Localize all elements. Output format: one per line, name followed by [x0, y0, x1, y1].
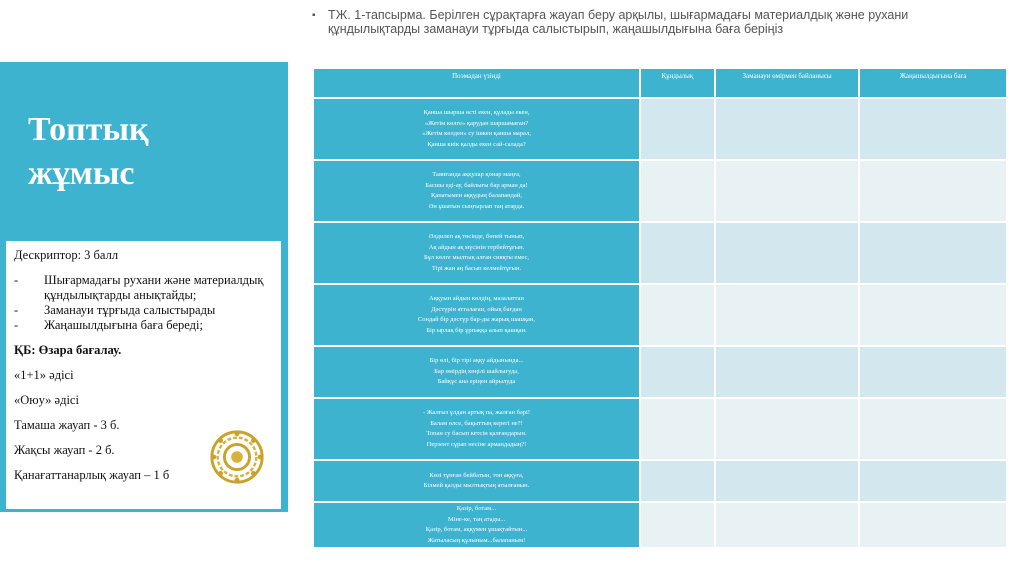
table-row — [313, 460, 1007, 502]
table-row — [313, 346, 1007, 398]
poem-excerpt-cell — [313, 284, 640, 346]
value-cell[interactable] — [640, 284, 715, 346]
poem-line: Бар өмірдің көңілі шайлығуда, — [434, 367, 519, 375]
poem-line: Ән ұшатын сыңғырлап таң атарда. — [428, 202, 525, 210]
poem-line: Перзент сұрап несіне армандадың?! — [426, 440, 527, 448]
kb-label: ҚБ: Өзара бағалау. — [14, 343, 122, 357]
task-text: ТЖ. 1-тапсырма. Берілген сұрақтарға жауап беру арқылы, шығармадағы материалдық және рухани құндылықтарды заманауи тұрғыда салыстырып, жаңашылдығына баға беріңіз — [328, 8, 909, 36]
criterion-text: Шығармадағы рухани және материалдық құндылықтарды анықтайды; — [44, 273, 264, 302]
poem-line: Қазір, ботам... — [456, 505, 497, 512]
poem-line: Жатыласың құлыным...балапаным! — [427, 536, 526, 544]
novelty-cell[interactable] — [859, 98, 1007, 160]
novelty-cell[interactable] — [859, 346, 1007, 398]
modern-link-cell[interactable] — [715, 460, 860, 502]
poem-line: - Жалғыз ұлдан артық па, жалған бәрі! — [422, 409, 530, 416]
novelty-cell[interactable] — [859, 502, 1007, 548]
criterion-dash: - — [14, 273, 19, 287]
table-row — [313, 398, 1007, 460]
criterion-item — [14, 318, 273, 333]
poem-line: Білмей қалды мылтықтың атылғанын. — [423, 482, 530, 489]
poem-line: Байқұс ана еріңен айрылуда — [437, 378, 516, 386]
value-cell[interactable] — [640, 398, 715, 460]
task-description — [312, 8, 952, 36]
table-row — [313, 502, 1007, 548]
score-good: Жақсы жауап - 2 б. — [14, 443, 115, 457]
poem-line: «Жетім көлге» қарудан шаршамаған? — [424, 119, 529, 127]
title-line-1: Топтық — [28, 111, 149, 148]
bullet-icon: ▪ — [312, 10, 316, 21]
poem-line: Қазір, ботам, аққумен ұшақтайтын... — [425, 526, 528, 533]
novelty-cell[interactable] — [859, 160, 1007, 222]
header-excerpt: Поэмадан үзінді — [313, 68, 640, 98]
criterion-dash: - — [14, 303, 19, 317]
poem-line: Сондай бір дәстүр бар-ды жарық шашқан, — [417, 316, 536, 323]
poem-excerpt-cell — [313, 222, 640, 284]
poem-line: Көзі тұнған бейбатын, топ аққуға, — [429, 471, 524, 479]
poem-line: Топан су басып кетсін қалғандарын. — [426, 430, 527, 437]
poem-line: Таянғанда аққулар қонар маңға, — [432, 171, 521, 178]
table-row — [313, 98, 1007, 160]
poem-line: Ақ айдын ақ мүсінін тербейтұғын. — [428, 243, 525, 251]
modern-link-cell[interactable] — [715, 284, 860, 346]
modern-link-cell[interactable] — [715, 398, 860, 460]
poem-line: Дәстүрін атталаған, ойық бағдан — [431, 305, 522, 313]
gold-ornament-icon — [208, 428, 266, 486]
novelty-cell[interactable] — [859, 222, 1007, 284]
table-row — [313, 222, 1007, 284]
header-novelty: Жаңашылдығына баға — [859, 68, 1007, 98]
poem-excerpt-cell — [313, 502, 640, 548]
poem-line: Бұл көлге мылтық алған сияқты емес, — [423, 254, 529, 261]
criterion-text: Заманауи тұрғыда салыстырады — [44, 303, 216, 317]
poem-excerpt-cell — [313, 460, 640, 502]
table-row — [313, 160, 1007, 222]
poem-line: Бір өлі, бір тірі аққу айдынында... — [429, 357, 524, 365]
descriptor-heading: Дескриптор: 3 балл — [14, 248, 119, 262]
table-header-row — [313, 68, 1007, 98]
slide-title — [28, 108, 268, 196]
poem-line: Бір ырлақ бір ұрпаққа алып қашқан. — [426, 326, 527, 334]
modern-link-cell[interactable] — [715, 346, 860, 398]
poem-excerpt-cell — [313, 346, 640, 398]
score-satisfactory: Қанағаттанарлық жауап – 1 б — [14, 468, 170, 482]
poem-excerpt-cell — [313, 160, 640, 222]
value-cell[interactable] — [640, 460, 715, 502]
value-cell[interactable] — [640, 160, 715, 222]
criterion-item — [14, 273, 273, 303]
header-modern-link: Заманауи өмірмен байланысы — [715, 68, 860, 98]
title-line-2: жұмыс — [28, 155, 135, 192]
poem-line: Қанатымен аққудың балапандай, — [430, 192, 522, 199]
novelty-cell[interactable] — [859, 284, 1007, 346]
poem-line: «Жетім көлден» су ішкен қанша марал, — [422, 130, 531, 137]
method-two: «Оюу» әдісі — [14, 393, 79, 407]
score-excellent: Тамаша жауап - 3 б. — [14, 418, 120, 432]
modern-link-cell[interactable] — [715, 502, 860, 548]
novelty-cell[interactable] — [859, 460, 1007, 502]
modern-link-cell[interactable] — [715, 98, 860, 160]
poem-line: Аққуын айдын көлдің, мазалаттан — [429, 295, 524, 302]
poem-line: Қанша киік қалды екен сай-салада? — [427, 140, 526, 148]
modern-link-cell[interactable] — [715, 222, 860, 284]
header-value: Құндылық — [640, 68, 715, 98]
criterion-text: Жаңашылдығына баға береді; — [44, 318, 203, 332]
poem-line: Басшы еді-ау, байлығы бар арман да! — [425, 181, 528, 189]
poem-line: Тірі жан аң басып келмейтұғын. — [431, 264, 522, 272]
value-cell[interactable] — [640, 502, 715, 548]
poem-line: Әлдилеп ақ төсінде, бөпей тынып, — [428, 233, 525, 240]
criterion-dash: - — [14, 318, 19, 332]
table-row — [313, 284, 1007, 346]
value-cell[interactable] — [640, 222, 715, 284]
modern-link-cell[interactable] — [715, 160, 860, 222]
sidebar-notch — [288, 62, 300, 98]
poem-line: Міне-ке, таң атады... — [447, 515, 506, 523]
criterion-item — [14, 303, 273, 318]
poem-line: Балам өлсе, бақыттың керегі не?! — [430, 419, 523, 427]
poem-line: Қанша шырша өсті екен, құлады екен, — [423, 109, 530, 116]
poem-excerpt-cell — [313, 98, 640, 160]
value-cell[interactable] — [640, 346, 715, 398]
value-cell[interactable] — [640, 98, 715, 160]
method-one: «1+1» әдісі — [14, 368, 74, 382]
poem-excerpt-cell — [313, 398, 640, 460]
analysis-table — [312, 67, 1008, 549]
novelty-cell[interactable] — [859, 398, 1007, 460]
